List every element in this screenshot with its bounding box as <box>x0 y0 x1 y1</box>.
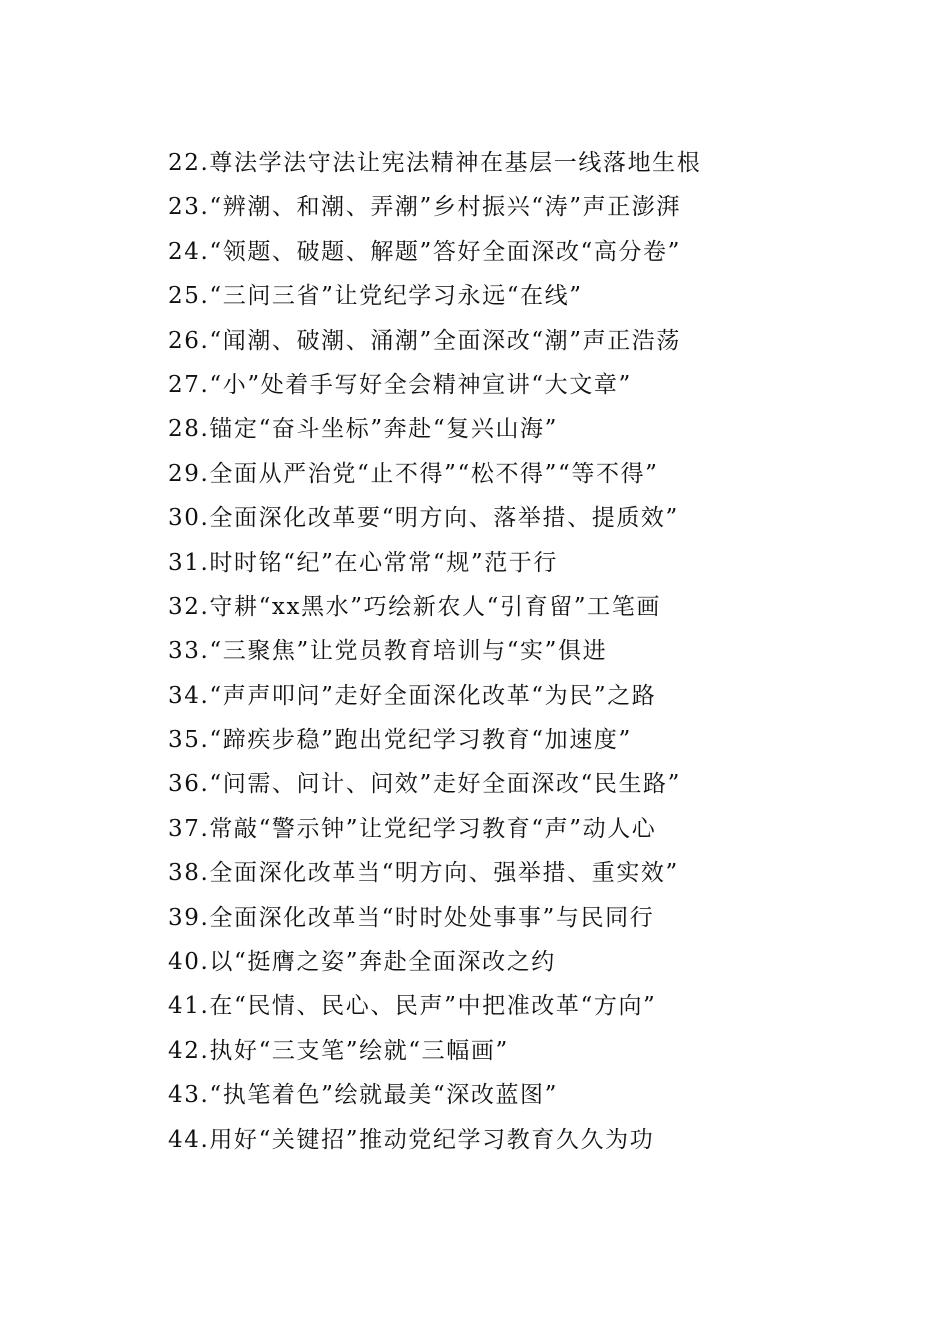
list-item: 38.全面深化改革当“明方向、强举措、重实效” <box>168 860 679 887</box>
list-item: 42.执好“三支笔”绘就“三幅画” <box>168 1037 509 1064</box>
list-item: 41.在“民情、民心、民声”中把准改革“方向” <box>168 993 657 1020</box>
list-item: 27.“小”处着手写好全会精神宣讲“大文章” <box>168 371 632 398</box>
list-item: 24.“领题、破题、解题”答好全面深改“高分卷” <box>168 238 682 265</box>
list-item: 26.“闻潮、破潮、涌潮”全面深改“潮”声正浩荡 <box>168 327 682 354</box>
list-item: 28.锚定“奋斗坐标”奔赴“复兴山海” <box>168 416 559 443</box>
title-list <box>168 141 788 1162</box>
list-item: 29.全面从严治党“止不得”“松不得”“等不得” <box>168 460 659 487</box>
list-item: 31.时时铭“纪”在心常常“规”范于行 <box>168 549 559 576</box>
list-item: 43.“执笔着色”绘就最美“深改蓝图” <box>168 1082 559 1109</box>
list-item: 32.守耕“xx黑水”巧绘新农人“引育留”工笔画 <box>168 593 661 620</box>
list-item: 37.常敲“警示钟”让党纪学习教育“声”动人心 <box>168 815 657 842</box>
list-item: 22.尊法学法守法让宪法精神在基层一线落地生根 <box>168 150 702 176</box>
list-item: 40.以“挺膺之姿”奔赴全面深改之约 <box>168 949 556 976</box>
list-item: 23.“辨潮、和潮、弄潮”乡村振兴“涛”声正澎湃 <box>168 194 682 221</box>
list-item: 30.全面深化改革要“明方向、落举措、提质效” <box>168 505 679 532</box>
list-item: 33.“三聚焦”让党员教育培训与“实”俱进 <box>168 638 608 665</box>
list-item: 36.“问需、问计、问效”走好全面深改“民生路” <box>168 771 682 798</box>
list-item: 39.全面深化改革当“时时处处事事”与民同行 <box>168 904 655 931</box>
list-item: 44.用好“关键招”推动党纪学习教育久久为功 <box>168 1126 655 1153</box>
list-item: 35.“蹄疾步稳”跑出党纪学习教育“加速度” <box>168 727 632 754</box>
list-item: 34.“声声叩问”走好全面深化改革“为民”之路 <box>168 682 657 709</box>
list-item: 25.“三问三省”让党纪学习永远“在线” <box>168 283 583 310</box>
